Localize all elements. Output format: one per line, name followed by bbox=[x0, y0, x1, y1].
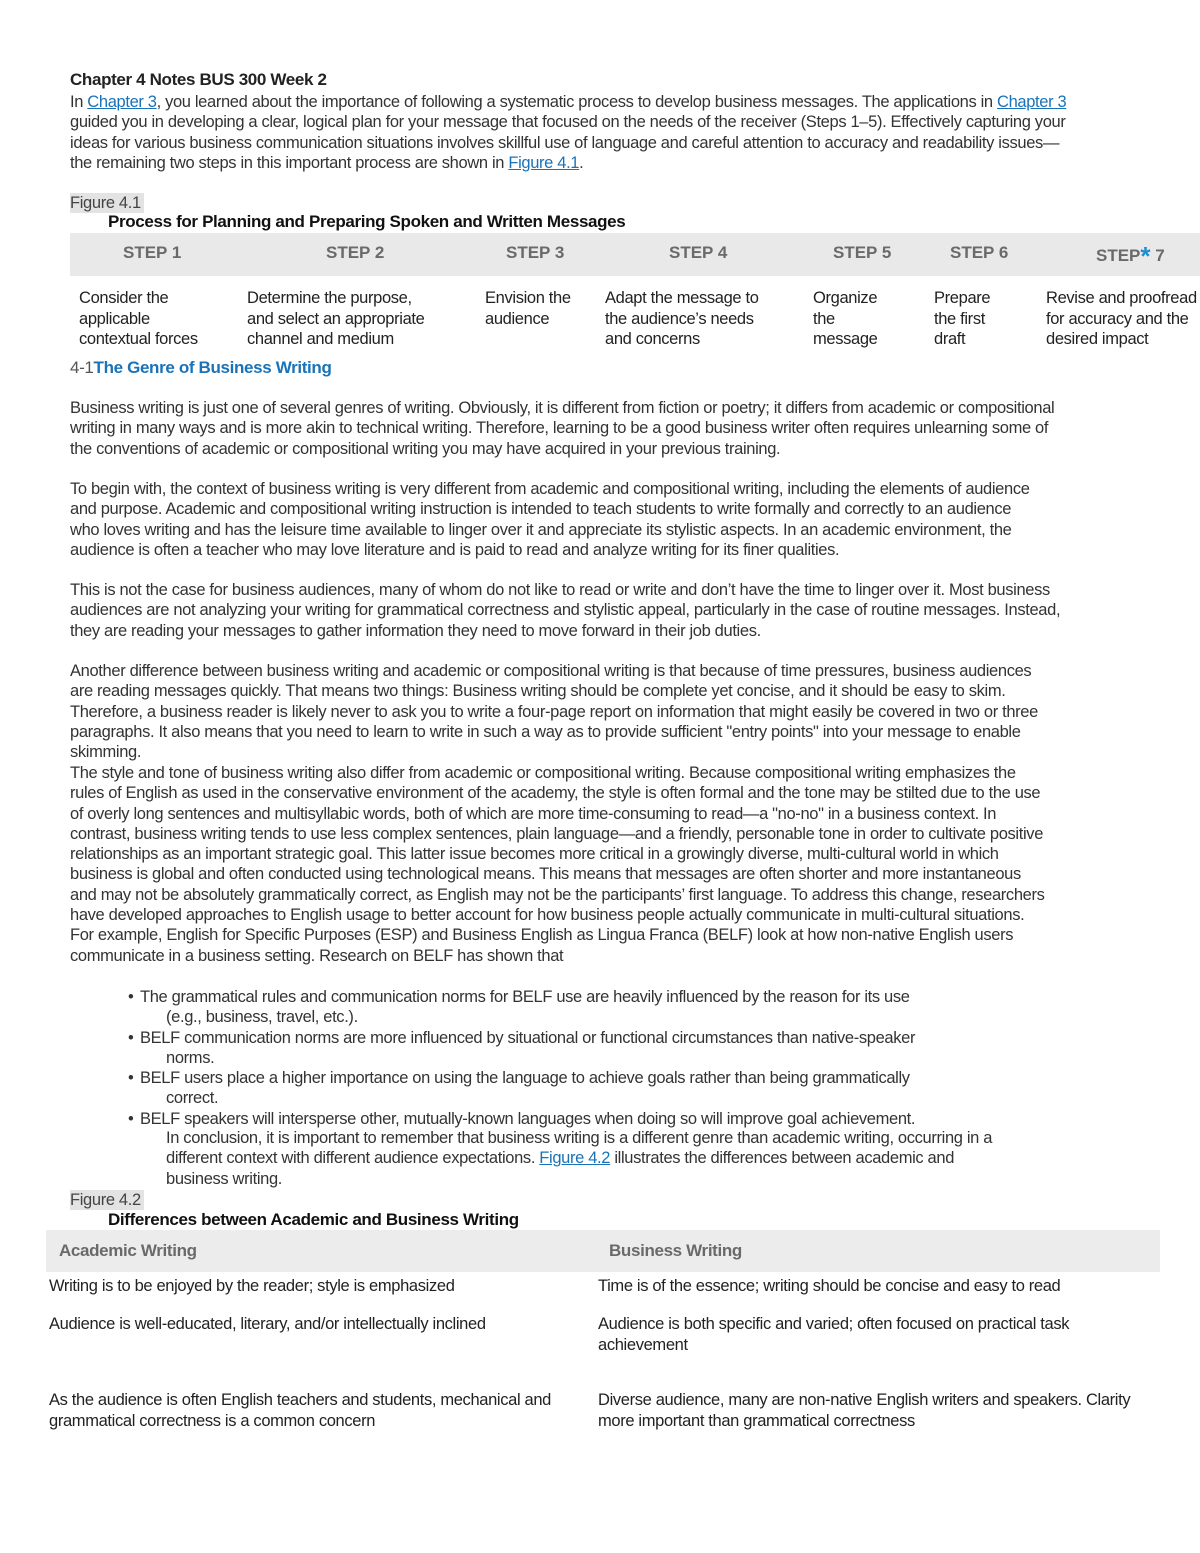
step-4-description: Adapt the message to the audience’s needs and concerns bbox=[605, 289, 759, 348]
table-cell-business: Audience is both specific and varied; often focused on practical task achievement bbox=[598, 1315, 1070, 1354]
figure-4-1-link[interactable]: Figure 4.1 bbox=[508, 153, 580, 172]
table-cell-academic: As the audience is often English teachers and students, mechanical and grammatical correctness is a common concern bbox=[49, 1391, 552, 1430]
step-5-description: Organize the message bbox=[813, 289, 878, 348]
intro-text-1: In bbox=[70, 93, 88, 111]
business-column-header: Business Writing bbox=[609, 1241, 742, 1260]
table-cell-business: Time is of the essence; writing should be concise and easy to read bbox=[598, 1277, 1061, 1295]
table-cell-academic: Writing is to be enjoyed by the reader; style is emphasized bbox=[49, 1277, 455, 1295]
body-paragraph-2: To begin with, the context of business writing is very different from academic and compositional writing, including the elements of audience and purpose. Academic and compositional writing instruction is intended to teach students to write formally and correctly to an audience who loves writing and has the leisure time available to linger over it and appreciate its stylistic aspects. In an academic environment, the audience is often a teacher who may love literature and is paid to read and analyze writing for its finer qualities. bbox=[70, 480, 1030, 559]
list-item-continuation: correct. bbox=[166, 1089, 219, 1108]
bullet-icon: • bbox=[128, 1109, 134, 1128]
figure-4-2-link[interactable]: Figure 4.2 bbox=[539, 1149, 611, 1168]
body-paragraph-3: This is not the case for business audiences, many of whom do not like to read or write and don’t have the time to linger over it. Most business audiences are not analyzing your writing for grammatical correctness and stylistic appeal, particularly in the case of routine messages. Instead, they are reading your messages to gather information they need to move forward in their job duties. bbox=[70, 581, 1061, 640]
list-item bbox=[128, 1068, 1028, 1109]
body-paragraph-1: Business writing is just one of several genres of writing. Obviously, it is different from fiction or poetry; it differs from academic or compositional writing in many ways and is more akin to technical writing. Therefore, learning to be a good business writer often requires unlearning some of the conventions of academic or compositional writing you may have acquired in your previous training. bbox=[70, 399, 1055, 458]
intro-text-2: , you learned about the importance of following a systematic process to develop business messages. The applications in bbox=[156, 93, 997, 111]
conclusion-text-1: In conclusion, it is important to remember that business writing is a different genre than academic writing, occurring in a different context with different audience expectations. bbox=[166, 1129, 993, 1168]
step-4-heading: STEP 4 bbox=[669, 243, 728, 262]
step-3-description: Envision the audience bbox=[485, 289, 571, 328]
list-item-text: BELF communication norms are more influenced by situational or functional circumstances than native-speaker bbox=[140, 1028, 916, 1047]
list-item-text: BELF users place a higher importance on using the language to achieve goals rather than being grammatically bbox=[140, 1069, 910, 1088]
list-item bbox=[128, 1028, 1028, 1069]
conclusion-text-2: illustrates the differences between academic and business writing. bbox=[166, 1149, 955, 1188]
table-cell-business: Diverse audience, many are non-native English writers and speakers. Clarity more important than grammatical correctness bbox=[598, 1391, 1131, 1430]
step-5-heading: STEP 5 bbox=[833, 243, 892, 262]
document-title: Chapter 4 Notes BUS 300 Week 2 bbox=[70, 70, 327, 89]
list-item bbox=[128, 1109, 1028, 1129]
comparison-table-header bbox=[46, 1230, 1160, 1272]
figure-title: Process for Planning and Preparing Spoken and Written Messages bbox=[108, 212, 626, 231]
step-2-heading: STEP 2 bbox=[326, 243, 385, 262]
list-item-text: The grammatical rules and communication norms for BELF use are heavily influenced by the reason for its use bbox=[140, 988, 910, 1006]
list-item-text: BELF speakers will intersperse other, mutually-known languages when doing so will improve goal achievement. bbox=[140, 1109, 916, 1128]
chapter-3-link-2[interactable]: Chapter 3 bbox=[997, 93, 1067, 111]
chapter-3-link[interactable]: Chapter 3 bbox=[87, 93, 157, 111]
steps-header-bar bbox=[70, 233, 1200, 276]
step-2-description: Determine the purpose, and select an appropriate channel and medium bbox=[247, 289, 425, 348]
intro-paragraph bbox=[70, 92, 1070, 173]
list-item-continuation: norms. bbox=[166, 1048, 215, 1067]
figure-title-2: Differences between Academic and Business Writing bbox=[108, 1210, 519, 1229]
body-paragraph-5: The style and tone of business writing also differ from academic or compositional writing. Because compositional writing emphasizes the rules of English as used in the conservative environment of the academy, the style is often formal and the tone may be stilted due to the use of overly long sentences and multisyllabic words, both of which are more time-consuming to read—a "no-no" in a business context. In contrast, business writing tends to use less complex sentences, plain language—and a friendly, personable tone in order to cultivate positive relationships as an important strategic goal. This latter issue becomes more critical in a growingly diverse, multi-cultural world in which business is global and often conducted using technological means. This means that messages are often shorter and more instantaneous and may not be absolutely grammatically correct, as English may not be the participants’ first language. To address this change, researchers have developed approaches to English usage to better account for how business people actually communicate in multi-cultural situations. For example, English for Specific Purposes (ESP) and Business English as Lingua Franca (BELF) look at how non-native English users communicate in a business setting. Research on BELF has shown that bbox=[70, 764, 1045, 965]
bullet-icon: • bbox=[128, 1069, 134, 1088]
step-6-heading: STEP 6 bbox=[950, 243, 1009, 262]
academic-column-header: Academic Writing bbox=[59, 1241, 197, 1260]
belf-findings-list bbox=[128, 987, 1028, 1129]
conclusion-paragraph bbox=[166, 1128, 1016, 1189]
bullet-icon: • bbox=[128, 988, 134, 1006]
step-1-description: Consider the applicable contextual forces bbox=[79, 289, 198, 348]
figure-label: Figure 4.1 bbox=[70, 193, 144, 213]
step-6-description: Prepare the first draft bbox=[934, 289, 991, 348]
intro-text-3: guided you in developing a clear, logical plan for your message that focused on the needs of the receiver (Steps 1–5). Effectively capturing your ideas for various business communication situations involves skillful use of language and careful attention to accuracy and readability issues—the remaining two steps in this important process are shown in bbox=[70, 113, 1066, 172]
section-number: 4-1 bbox=[70, 358, 94, 377]
list-item bbox=[128, 987, 1028, 1028]
step-7-heading bbox=[1096, 241, 1165, 271]
step-7-number: 7 bbox=[1150, 246, 1165, 265]
step-7-description: Revise and proofread for accuracy and the desired impact bbox=[1046, 289, 1197, 348]
bullet-icon: • bbox=[128, 1028, 134, 1047]
list-item-continuation: (e.g., business, travel, etc.). bbox=[166, 1008, 358, 1027]
step-1-heading: STEP 1 bbox=[123, 243, 182, 262]
body-paragraph-4: Another difference between business writing and academic or compositional writing is that because of time pressures, business audiences are reading messages quickly. That means two things: Business writing should be complete yet concise, and it should be easy to skim. Therefore, a business reader is likely never to ask you to write a four-page report on information that might easily be covered in two or three paragraphs. It also means that you need to learn to write in such a way as to provide sufficient "entry points" into your message to enable skimming. bbox=[70, 662, 1038, 762]
intro-text-4: . bbox=[579, 153, 584, 172]
section-title: The Genre of Business Writing bbox=[93, 358, 332, 377]
figure-label-2: Figure 4.2 bbox=[70, 1190, 144, 1210]
step-3-heading: STEP 3 bbox=[506, 243, 565, 262]
section-heading bbox=[70, 358, 332, 378]
star-icon: * bbox=[1140, 241, 1151, 271]
step-7-heading-text: STEP bbox=[1096, 246, 1141, 265]
table-cell-academic: Audience is well-educated, literary, and/or intellectually inclined bbox=[49, 1315, 486, 1333]
